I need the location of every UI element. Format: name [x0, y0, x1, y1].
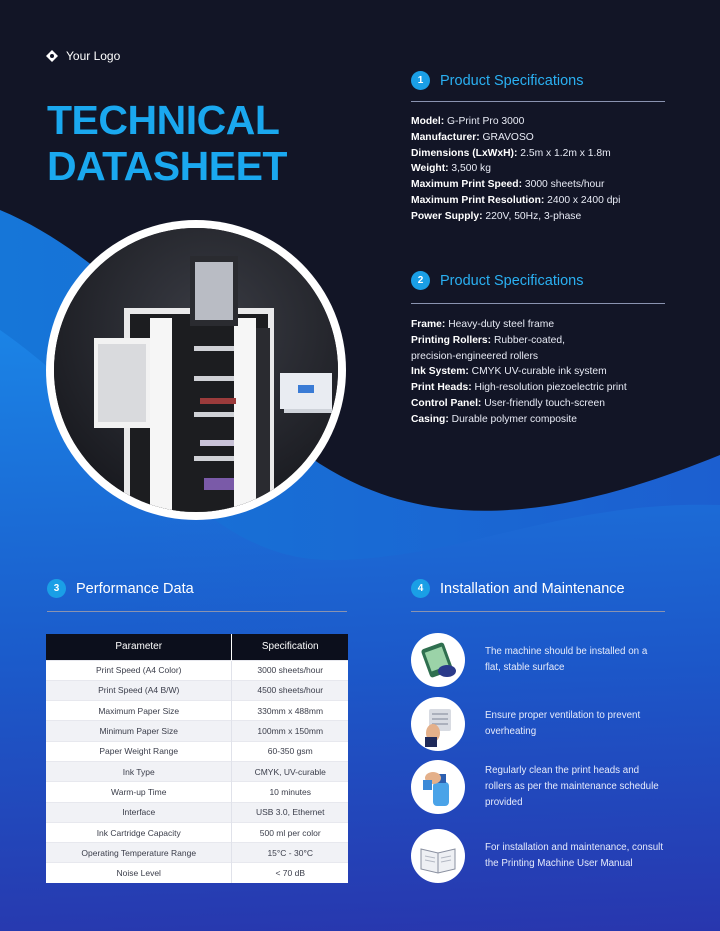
- spec-item: Power Supply: 220V, 50Hz, 3-phase: [411, 210, 582, 222]
- title-line-1: TECHNICAL: [47, 97, 280, 143]
- parameter-cell: Maximum Paper Size: [46, 701, 232, 721]
- table-row: [46, 782, 348, 802]
- specification-cell: 100mm x 150mm: [232, 721, 348, 741]
- maintenance-text: Ensure proper ventilation to prevent overheating: [485, 710, 641, 737]
- table-header-row: [46, 634, 348, 660]
- section-3-divider: [47, 611, 347, 612]
- spec-item: Model: G-Print Pro 3000: [411, 116, 525, 127]
- table-row: [46, 680, 348, 700]
- parameter-cell: Warm-up Time: [46, 782, 232, 802]
- printing-machine-image: [54, 228, 338, 512]
- table-row: [46, 741, 348, 761]
- section-2-number: 2: [411, 271, 430, 290]
- parameter-cell: Paper Weight Range: [46, 741, 232, 761]
- company-logo: [46, 49, 120, 63]
- section-4-title: Installation and Maintenance: [440, 580, 625, 597]
- air-vent-hand-icon: [411, 697, 465, 751]
- spec-item: Casing: Durable polymer composite: [411, 413, 577, 425]
- specification-cell: USB 3.0, Ethernet: [232, 802, 348, 822]
- cleaning-spray-icon: [411, 760, 465, 814]
- section-1-number: 1: [411, 71, 430, 90]
- section-1-title: Product Specifications: [440, 72, 584, 89]
- section-4-heading: [411, 579, 625, 598]
- specification-cell: < 70 dB: [232, 863, 348, 883]
- page-title: [47, 97, 287, 189]
- tablet-hand-icon: [411, 633, 465, 687]
- section-2-title: Product Specifications: [440, 272, 584, 289]
- specification-cell: 4500 sheets/hour: [232, 680, 348, 700]
- section-1-spec-list: [411, 114, 681, 225]
- section-2-divider: [411, 303, 665, 304]
- spec-item: Printing Rollers: Rubber-coated, precision-engineered rollers: [411, 334, 565, 362]
- table-row: [46, 701, 348, 721]
- column-header-specification: Specification: [232, 634, 348, 660]
- manual-book-icon: [411, 829, 465, 883]
- spec-item: Maximum Print Speed: 3000 sheets/hour: [411, 179, 605, 191]
- table-row: [46, 822, 348, 842]
- spec-item: Ink System: CMYK UV-curable ink system: [411, 366, 607, 378]
- parameter-cell: Minimum Paper Size: [46, 721, 232, 741]
- performance-table-wrapper: [46, 634, 348, 883]
- section-3-title: Performance Data: [76, 580, 194, 597]
- maintenance-item: [411, 633, 681, 687]
- section-1-divider: [411, 101, 665, 102]
- product-photo: [54, 228, 338, 512]
- maintenance-text: For installation and maintenance, consult the Printing Machine User Manual: [485, 842, 664, 869]
- maintenance-item: [411, 829, 681, 883]
- specification-cell: 500 ml per color: [232, 822, 348, 842]
- parameter-cell: Ink Cartridge Capacity: [46, 822, 232, 842]
- section-4-number: 4: [411, 579, 430, 598]
- section-4-divider: [411, 611, 665, 612]
- table-row: [46, 843, 348, 863]
- specification-cell: 60-350 gsm: [232, 741, 348, 761]
- maintenance-text: The machine should be installed on a flat, stable surface: [485, 646, 648, 673]
- parameter-cell: Operating Temperature Range: [46, 843, 232, 863]
- specification-cell: 15°C - 30°C: [232, 843, 348, 863]
- section-2-spec-list: [411, 317, 651, 428]
- table-row: [46, 721, 348, 741]
- spec-item: Frame: Heavy-duty steel frame: [411, 319, 555, 330]
- spec-item: Dimensions (LxWxH): 2.5m x 1.2m x 1.8m: [411, 147, 611, 159]
- table-row: [46, 802, 348, 822]
- specification-cell: CMYK, UV-curable: [232, 761, 348, 781]
- section-2-heading: [411, 271, 583, 290]
- maintenance-text: Regularly clean the print heads and rollers as per the maintenance schedule provided: [485, 765, 659, 808]
- specification-cell: 330mm x 488mm: [232, 701, 348, 721]
- table-row: [46, 660, 348, 680]
- parameter-cell: Ink Type: [46, 761, 232, 781]
- specification-cell: 3000 sheets/hour: [232, 660, 348, 680]
- spec-item: Print Heads: High-resolution piezoelectric print: [411, 382, 627, 394]
- table-row: [46, 863, 348, 883]
- parameter-cell: Print Speed (A4 B/W): [46, 680, 232, 700]
- column-header-parameter: Parameter: [46, 634, 232, 660]
- logo-diamond-icon: [46, 50, 58, 62]
- section-3-number: 3: [47, 579, 66, 598]
- title-line-2: DATASHEET: [47, 143, 287, 189]
- logo-text: Your Logo: [66, 49, 121, 63]
- spec-item: Maximum Print Resolution: 2400 x 2400 dpi: [411, 194, 621, 206]
- parameter-cell: Interface: [46, 802, 232, 822]
- performance-table: [46, 634, 348, 883]
- section-1-heading: [411, 71, 583, 90]
- spec-item: Weight: 3,500 kg: [411, 163, 491, 175]
- spec-item: Manufacturer: GRAVOSO: [411, 131, 534, 143]
- table-row: [46, 761, 348, 781]
- spec-item: Control Panel: User-friendly touch-screen: [411, 397, 605, 409]
- parameter-cell: Print Speed (A4 Color): [46, 660, 232, 680]
- maintenance-item: [411, 760, 681, 814]
- section-3-heading: [47, 579, 194, 598]
- maintenance-item: [411, 697, 681, 751]
- specification-cell: 10 minutes: [232, 782, 348, 802]
- parameter-cell: Noise Level: [46, 863, 232, 883]
